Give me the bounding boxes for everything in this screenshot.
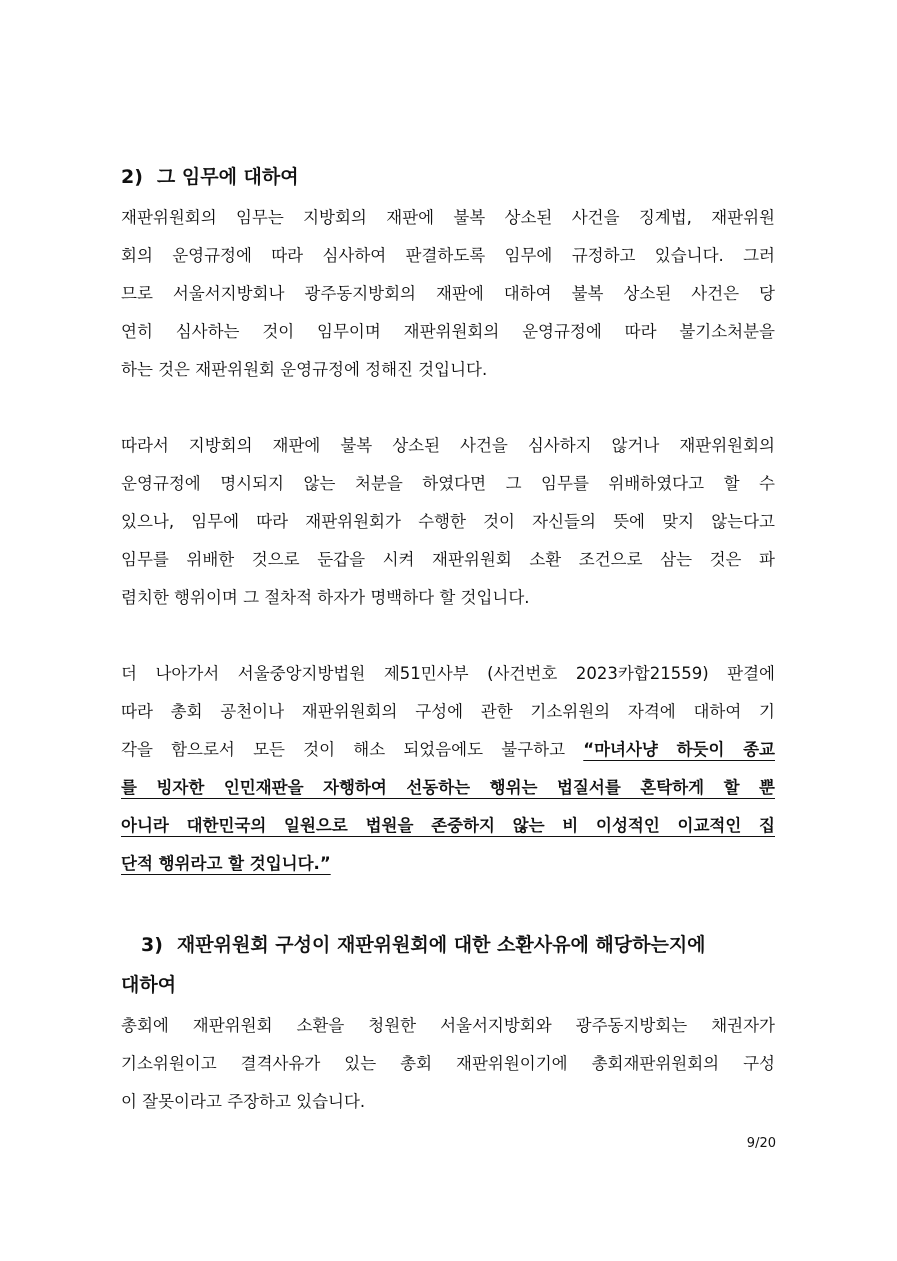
section-2-number: 2) <box>121 166 143 188</box>
paragraph-line: 이 잘못이라고 주장하고 있습니다. <box>121 1092 366 1111</box>
paragraph-line: 더 나아가서 서울중앙지방법원 제51민사부 (사건번호 2023카합21559) 판결에 <box>121 664 775 683</box>
plain-text: 각을 함으로서 모든 것이 해소 되었음에도 불구하고 <box>121 740 584 759</box>
paragraph-line: 므로 서울서지방회나 광주동지방회의 재판에 대하여 불복 상소된 사건은 당 <box>121 284 775 303</box>
paragraph-line: 하는 것은 재판위원회 운영규정에 정해진 것입니다. <box>121 360 488 379</box>
paragraph-line-mixed <box>121 737 775 775</box>
emphasized-quote-line: 단적 행위라고 할 것입니다.” <box>121 854 331 873</box>
page-number: 9/20 <box>746 1136 776 1151</box>
emphasized-quote-line: 를 빙자한 인민재판을 자행하여 선동하는 행위는 법질서를 혼탁하게 할 뿐 <box>121 778 775 797</box>
paragraph-line: 회의 운영규정에 따라 심사하여 판결하도록 임무에 규정하고 있습니다. 그러 <box>121 246 775 265</box>
paragraph-court-ruling <box>121 661 775 889</box>
paragraph-composition <box>121 1013 775 1127</box>
section-3-title-line2: 대하여 <box>121 974 177 996</box>
paragraph-line: 따라 총회 공천이나 재판위원회의 구성에 관한 기소위원의 자격에 대하여 기 <box>121 702 775 721</box>
emphasized-quote-line: 아니라 대한민국의 일원으로 법원을 존중하지 않는 비 이성적인 이교적인 집 <box>121 816 775 835</box>
paragraph-line: 임무를 위배한 것으로 둔갑을 시켜 재판위원회 소환 조건으로 삼는 것은 파 <box>121 550 775 569</box>
paragraph-duties <box>121 205 775 395</box>
section-3-heading-continued <box>121 972 781 998</box>
paragraph-line: 렴치한 행위이며 그 절차적 하자가 명백하다 할 것입니다. <box>121 588 530 607</box>
paragraph-line: 재판위원회의 임무는 지방회의 재판에 불복 상소된 사건을 징계법, 재판위원 <box>121 208 775 227</box>
paragraph-line: 연히 심사하는 것이 임무이며 재판위원회의 운영규정에 따라 불기소처분을 <box>121 322 775 341</box>
section-3-title-line1: 재판위원회 구성이 재판위원회에 대한 소환사유에 해당하는지에 <box>176 934 706 956</box>
paragraph-line: 있으나, 임무에 따라 재판위원회가 수행한 것이 자신들의 뜻에 맞지 않는다고 <box>121 512 775 531</box>
paragraph-line: 기소위원이고 결격사유가 있는 총회 재판위원이기에 총회재판위원회의 구성 <box>121 1054 775 1073</box>
section-2-heading <box>121 164 781 190</box>
paragraph-line: 총회에 재판위원회 소환을 청원한 서울서지방회와 광주동지방회는 채권자가 <box>121 1016 775 1035</box>
paragraph-line: 따라서 지방회의 재판에 불복 상소된 사건을 심사하지 않거나 재판위원회의 <box>121 436 775 455</box>
paragraph-line: 운영규정에 명시되지 않는 처분을 하였다면 그 임무를 위배하였다고 할 수 <box>121 474 775 493</box>
section-3-heading <box>141 932 775 958</box>
section-2-title: 그 임무에 대하여 <box>156 166 299 188</box>
section-3-number: 3) <box>141 934 163 956</box>
emphasized-quote: “마녀사냥 하듯이 종교 <box>583 740 775 759</box>
paragraph-violation <box>121 433 775 623</box>
